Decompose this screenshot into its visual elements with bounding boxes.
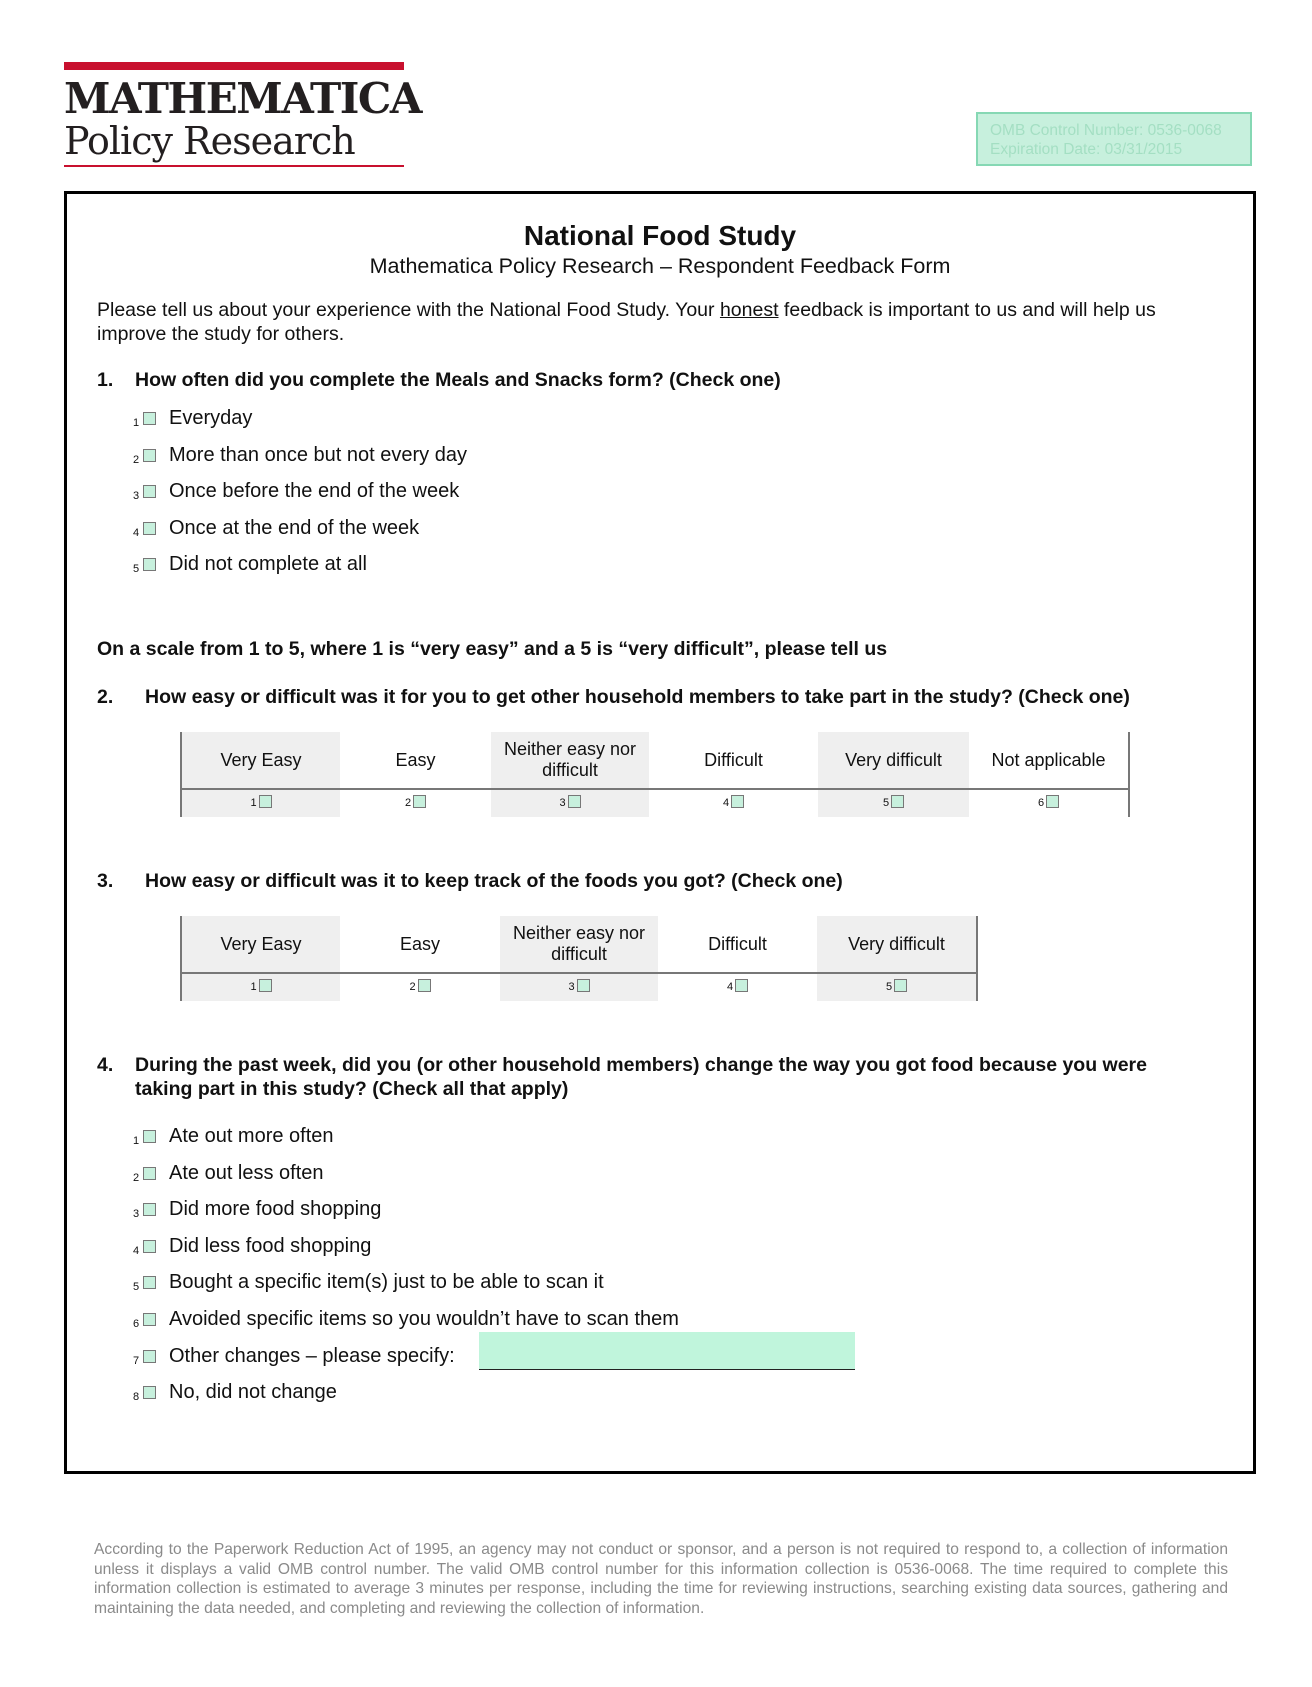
q2-scale-number: 3 <box>559 797 566 809</box>
other-changes-specify-field[interactable] <box>479 1332 855 1370</box>
q3-scale-number: 5 <box>885 981 893 993</box>
q2-scale-number: 1 <box>250 797 257 809</box>
q2-scale-number: 5 <box>882 797 890 809</box>
q2-scale-option[interactable] <box>491 789 649 817</box>
q4-option-checkbox[interactable] <box>143 1203 156 1216</box>
q2-scale-number: 2 <box>404 797 412 809</box>
q3-scale-option[interactable] <box>500 973 658 1001</box>
omb-control-number: OMB Control Number: 0536-0068 <box>990 122 1222 139</box>
logo-line1: MATHEMATICA <box>64 74 421 123</box>
q4-text-line1: During the past week, did you (or other household members) change the way you got food because you were <box>135 1054 1147 1076</box>
q4-option-label: Avoided specific items so you wouldn’t have to scan them <box>169 1308 679 1330</box>
form-frame <box>64 191 1256 1474</box>
q1-option-label: Did not complete at all <box>169 553 367 575</box>
q2-scale-checkbox[interactable] <box>891 795 904 808</box>
q3-text: How easy or difficult was it to keep track of the foods you got? (Check one) <box>145 870 843 892</box>
q4-option-number: 2 <box>133 1171 140 1184</box>
omb-info-box <box>976 112 1252 166</box>
q2-scale-checkbox[interactable] <box>731 795 744 808</box>
q2-scale-option[interactable] <box>969 789 1129 817</box>
q4-text-line2: taking part in this study? (Check all that apply) <box>135 1078 569 1100</box>
q4-option-label: Ate out less often <box>169 1161 324 1184</box>
q4-option-label: No, did not change <box>169 1381 337 1404</box>
q3-scale-option[interactable] <box>817 973 977 1001</box>
q2-scale-table <box>180 732 1130 817</box>
q3-column-label: Very Easy <box>181 916 340 973</box>
q2-column-label: Difficult <box>649 732 818 789</box>
q1-option-label: More than once but not every day <box>169 443 467 466</box>
intro-text-before: Please tell us about your experience with the National Food Study. Your <box>97 299 720 321</box>
omb-expiration-date: Expiration Date: 03/31/2015 <box>990 141 1183 158</box>
q2-scale-number: 6 <box>1037 797 1045 809</box>
q4-option-number: 4 <box>133 1244 140 1257</box>
q4-option-label: Ate out more often <box>169 1125 334 1147</box>
q4-option-number: 5 <box>133 1281 140 1294</box>
q2-column-label: Neither easy nor difficult <box>491 732 649 789</box>
q4-option-checkbox[interactable] <box>143 1240 156 1253</box>
q2-scale-checkbox[interactable] <box>259 795 272 808</box>
q1-number: 1. <box>97 369 114 391</box>
q2-scale-option[interactable] <box>340 789 491 817</box>
q3-scale-number: 1 <box>250 981 257 993</box>
scale-instruction: On a scale from 1 to 5, where 1 is “very easy” and a 5 is “very difficult”, please tell us <box>97 638 888 660</box>
q2-scale-checkbox[interactable] <box>568 795 581 808</box>
q1-option-label: Once before the end of the week <box>169 480 460 502</box>
form-subtitle: Mathematica Policy Research – Respondent Feedback Form <box>369 254 951 278</box>
q1-option-label: Everyday <box>169 407 253 429</box>
q3-scale-option[interactable] <box>340 973 500 1001</box>
q2-column-label: Not applicable <box>969 732 1129 789</box>
q2-text: How easy or difficult was it for you to get other household members to take part in the study? (Check one) <box>145 686 1130 708</box>
q3-scale-checkbox[interactable] <box>894 979 907 992</box>
q4-option-checkbox[interactable] <box>143 1276 156 1289</box>
q3-column-label: Difficult <box>658 916 817 973</box>
q4-option-checkbox[interactable] <box>143 1350 156 1363</box>
q1-option-checkbox[interactable] <box>143 449 156 462</box>
q1-option-number: 2 <box>133 453 140 466</box>
q2-scale-option[interactable] <box>818 789 969 817</box>
q3-column-label: Easy <box>340 916 500 973</box>
q4-option-label: Did more food shopping <box>169 1198 382 1221</box>
q4-option-checkbox[interactable] <box>143 1386 156 1399</box>
q2-scale-checkbox[interactable] <box>1046 795 1059 808</box>
q3-scale-number: 2 <box>409 981 416 993</box>
q3-column-label: Neither easy nor difficult <box>500 916 658 973</box>
q2-scale-checkbox[interactable] <box>413 795 426 808</box>
mathematica-logo <box>64 62 421 167</box>
form-title: National Food Study <box>523 220 797 251</box>
intro-text-after: feedback is important to us and will help us improve the study for others. <box>97 299 1156 345</box>
q3-scale-number: 3 <box>568 981 575 993</box>
q1-option-label: Once at the end of the week <box>169 516 420 539</box>
q4-option-checkbox[interactable] <box>143 1167 156 1180</box>
q1-option-checkbox[interactable] <box>143 558 156 571</box>
q1-option-checkbox[interactable] <box>143 412 156 425</box>
q3-scale-checkbox[interactable] <box>735 979 748 992</box>
q2-scale-number: 4 <box>722 797 730 809</box>
q4-option-label: Bought a specific item(s) just to be able to scan it <box>169 1271 604 1294</box>
q3-number: 3. <box>97 870 114 892</box>
q3-scale-table <box>180 916 978 1001</box>
q1-option-checkbox[interactable] <box>143 485 156 498</box>
q4-option-checkbox[interactable] <box>143 1130 156 1143</box>
q1-option-number: 3 <box>133 490 140 502</box>
q3-scale-option[interactable] <box>658 973 817 1001</box>
q1-option-number: 5 <box>133 563 140 575</box>
q3-column-label: Very difficult <box>817 916 977 973</box>
logo-line2: Policy Research <box>64 119 355 163</box>
q4-option-label: Other changes – please specify: <box>169 1344 455 1367</box>
q4-option-number: 3 <box>133 1208 140 1221</box>
q3-scale-checkbox[interactable] <box>259 979 272 992</box>
q3-scale-checkbox[interactable] <box>577 979 590 992</box>
q3-scale-number: 4 <box>726 981 734 993</box>
q1-option-checkbox[interactable] <box>143 522 156 535</box>
q4-option-number: 7 <box>133 1354 140 1367</box>
q4-option-label: Did less food shopping <box>169 1234 372 1257</box>
q4-number: 4. <box>97 1054 114 1076</box>
paperwork-reduction-notice: According to the Paperwork Reduction Act of 1995, an agency may not conduct or sponsor, and a person is not required to respond to, a collection of information unless it displays a valid OMB control number. The valid OMB control number for this information collection is 0536-0068. The time required to complete this information collection is estimated to average 3 minutes per response, including the time for reviewing instructions, searching existing data sources, gathering and maintaining the data needed, and completing and reviewing the collection of information. <box>94 1541 1228 1617</box>
q4-option-number: 8 <box>133 1391 140 1404</box>
intro-emphasis: honest <box>719 299 779 321</box>
q2-column-label: Easy <box>340 732 491 789</box>
q1-option-number: 4 <box>133 526 140 539</box>
q2-scale-option[interactable] <box>181 789 340 817</box>
q4-option-number: 6 <box>133 1318 140 1330</box>
q2-scale-option[interactable] <box>649 789 818 817</box>
logo-top-bar <box>64 62 404 70</box>
q3-scale-option[interactable] <box>181 973 340 1001</box>
q4-option-number: 1 <box>133 1135 140 1147</box>
form-intro <box>97 298 1227 346</box>
q3-scale-checkbox[interactable] <box>418 979 431 992</box>
q1-option-number: 1 <box>133 417 140 429</box>
q2-number: 2. <box>97 686 114 708</box>
q4-option-checkbox[interactable] <box>143 1313 156 1326</box>
q2-column-label: Very difficult <box>818 732 969 789</box>
q1-text: How often did you complete the Meals and Snacks form? (Check one) <box>135 369 781 391</box>
logo-underline <box>64 165 404 167</box>
q2-column-label: Very Easy <box>181 732 340 789</box>
